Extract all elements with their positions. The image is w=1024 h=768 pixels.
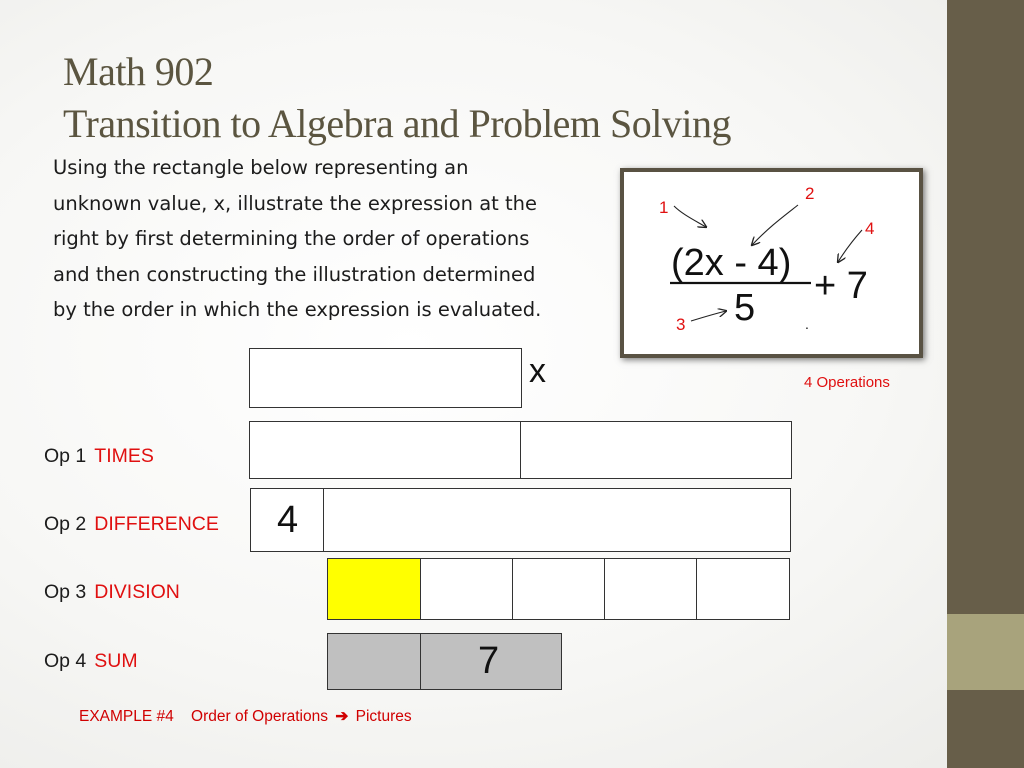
marker-3: 3 xyxy=(676,315,686,334)
op2-value: 4 xyxy=(277,499,299,541)
sidebar-band-bottom xyxy=(947,690,1024,768)
marker-4: 4 xyxy=(865,219,875,238)
op4-value: 7 xyxy=(478,640,500,682)
intro-paragraph xyxy=(53,150,603,328)
expression-image-frame xyxy=(620,168,923,358)
intro-line: unknown value, x, illustrate the expression at the xyxy=(53,191,538,215)
op4-bar xyxy=(327,633,562,690)
op3-part xyxy=(420,559,512,619)
intro-line: by the order in which the expression is evaluated. xyxy=(53,298,542,321)
operations-note: 4 Operations xyxy=(804,374,890,391)
op2-prefix: Op 2 xyxy=(44,513,87,535)
op3-name: DIVISION xyxy=(94,581,180,603)
op3-part xyxy=(604,559,696,619)
op2-label xyxy=(44,513,219,536)
footer-text-right: Pictures xyxy=(355,708,412,725)
x-rectangle xyxy=(249,348,522,408)
op3-part xyxy=(696,559,788,619)
expression-dot: . xyxy=(805,316,809,332)
op1-name: TIMES xyxy=(94,445,154,467)
intro-line: right by first determining the order of operations xyxy=(53,227,530,250)
op3-prefix: Op 3 xyxy=(44,581,87,603)
title-line-2: Transition to Algebra and Problem Solving xyxy=(63,101,732,146)
op3-bar xyxy=(327,558,790,620)
marker-3-arrow xyxy=(691,311,726,321)
op2-divider xyxy=(323,489,790,551)
op1-prefix: Op 1 xyxy=(44,445,87,467)
op1-label xyxy=(44,445,154,468)
x-label: x xyxy=(529,352,546,390)
footer-example: EXAMPLE #4 xyxy=(79,708,174,725)
op1-bar xyxy=(249,421,792,479)
title-line-1: Math 902 xyxy=(63,49,214,94)
sidebar-band-middle xyxy=(947,614,1024,690)
op3-part xyxy=(512,559,604,619)
intro-line: and then constructing the illustration determined xyxy=(53,262,536,286)
expression-numerator: (2x - 4) xyxy=(671,242,792,284)
op2-name: DIFFERENCE xyxy=(94,513,219,535)
expression-denominator: 5 xyxy=(734,287,756,329)
marker-1: 1 xyxy=(659,198,669,217)
op3-part xyxy=(328,559,420,619)
op2-bar xyxy=(250,488,791,552)
expression-addend: + 7 xyxy=(814,265,868,307)
op1-divider xyxy=(520,422,791,478)
marker-2-arrow xyxy=(752,205,798,245)
op4-name: SUM xyxy=(94,650,138,672)
expression-figure xyxy=(624,172,919,354)
intro-line: Using the rectangle below representing an xyxy=(53,156,469,179)
marker-2: 2 xyxy=(805,184,815,203)
marker-4-arrow xyxy=(838,230,862,262)
op3-label xyxy=(44,581,180,604)
slide-title xyxy=(63,46,731,150)
op4-prefix: Op 4 xyxy=(44,650,87,672)
footer-text-left: Order of Operations xyxy=(191,708,328,725)
right-arrow-icon: ➔ xyxy=(335,708,349,725)
op4-label xyxy=(44,650,138,673)
sidebar-band-top xyxy=(947,0,1024,614)
marker-1-arrow xyxy=(674,206,706,227)
footer-caption xyxy=(79,707,412,726)
